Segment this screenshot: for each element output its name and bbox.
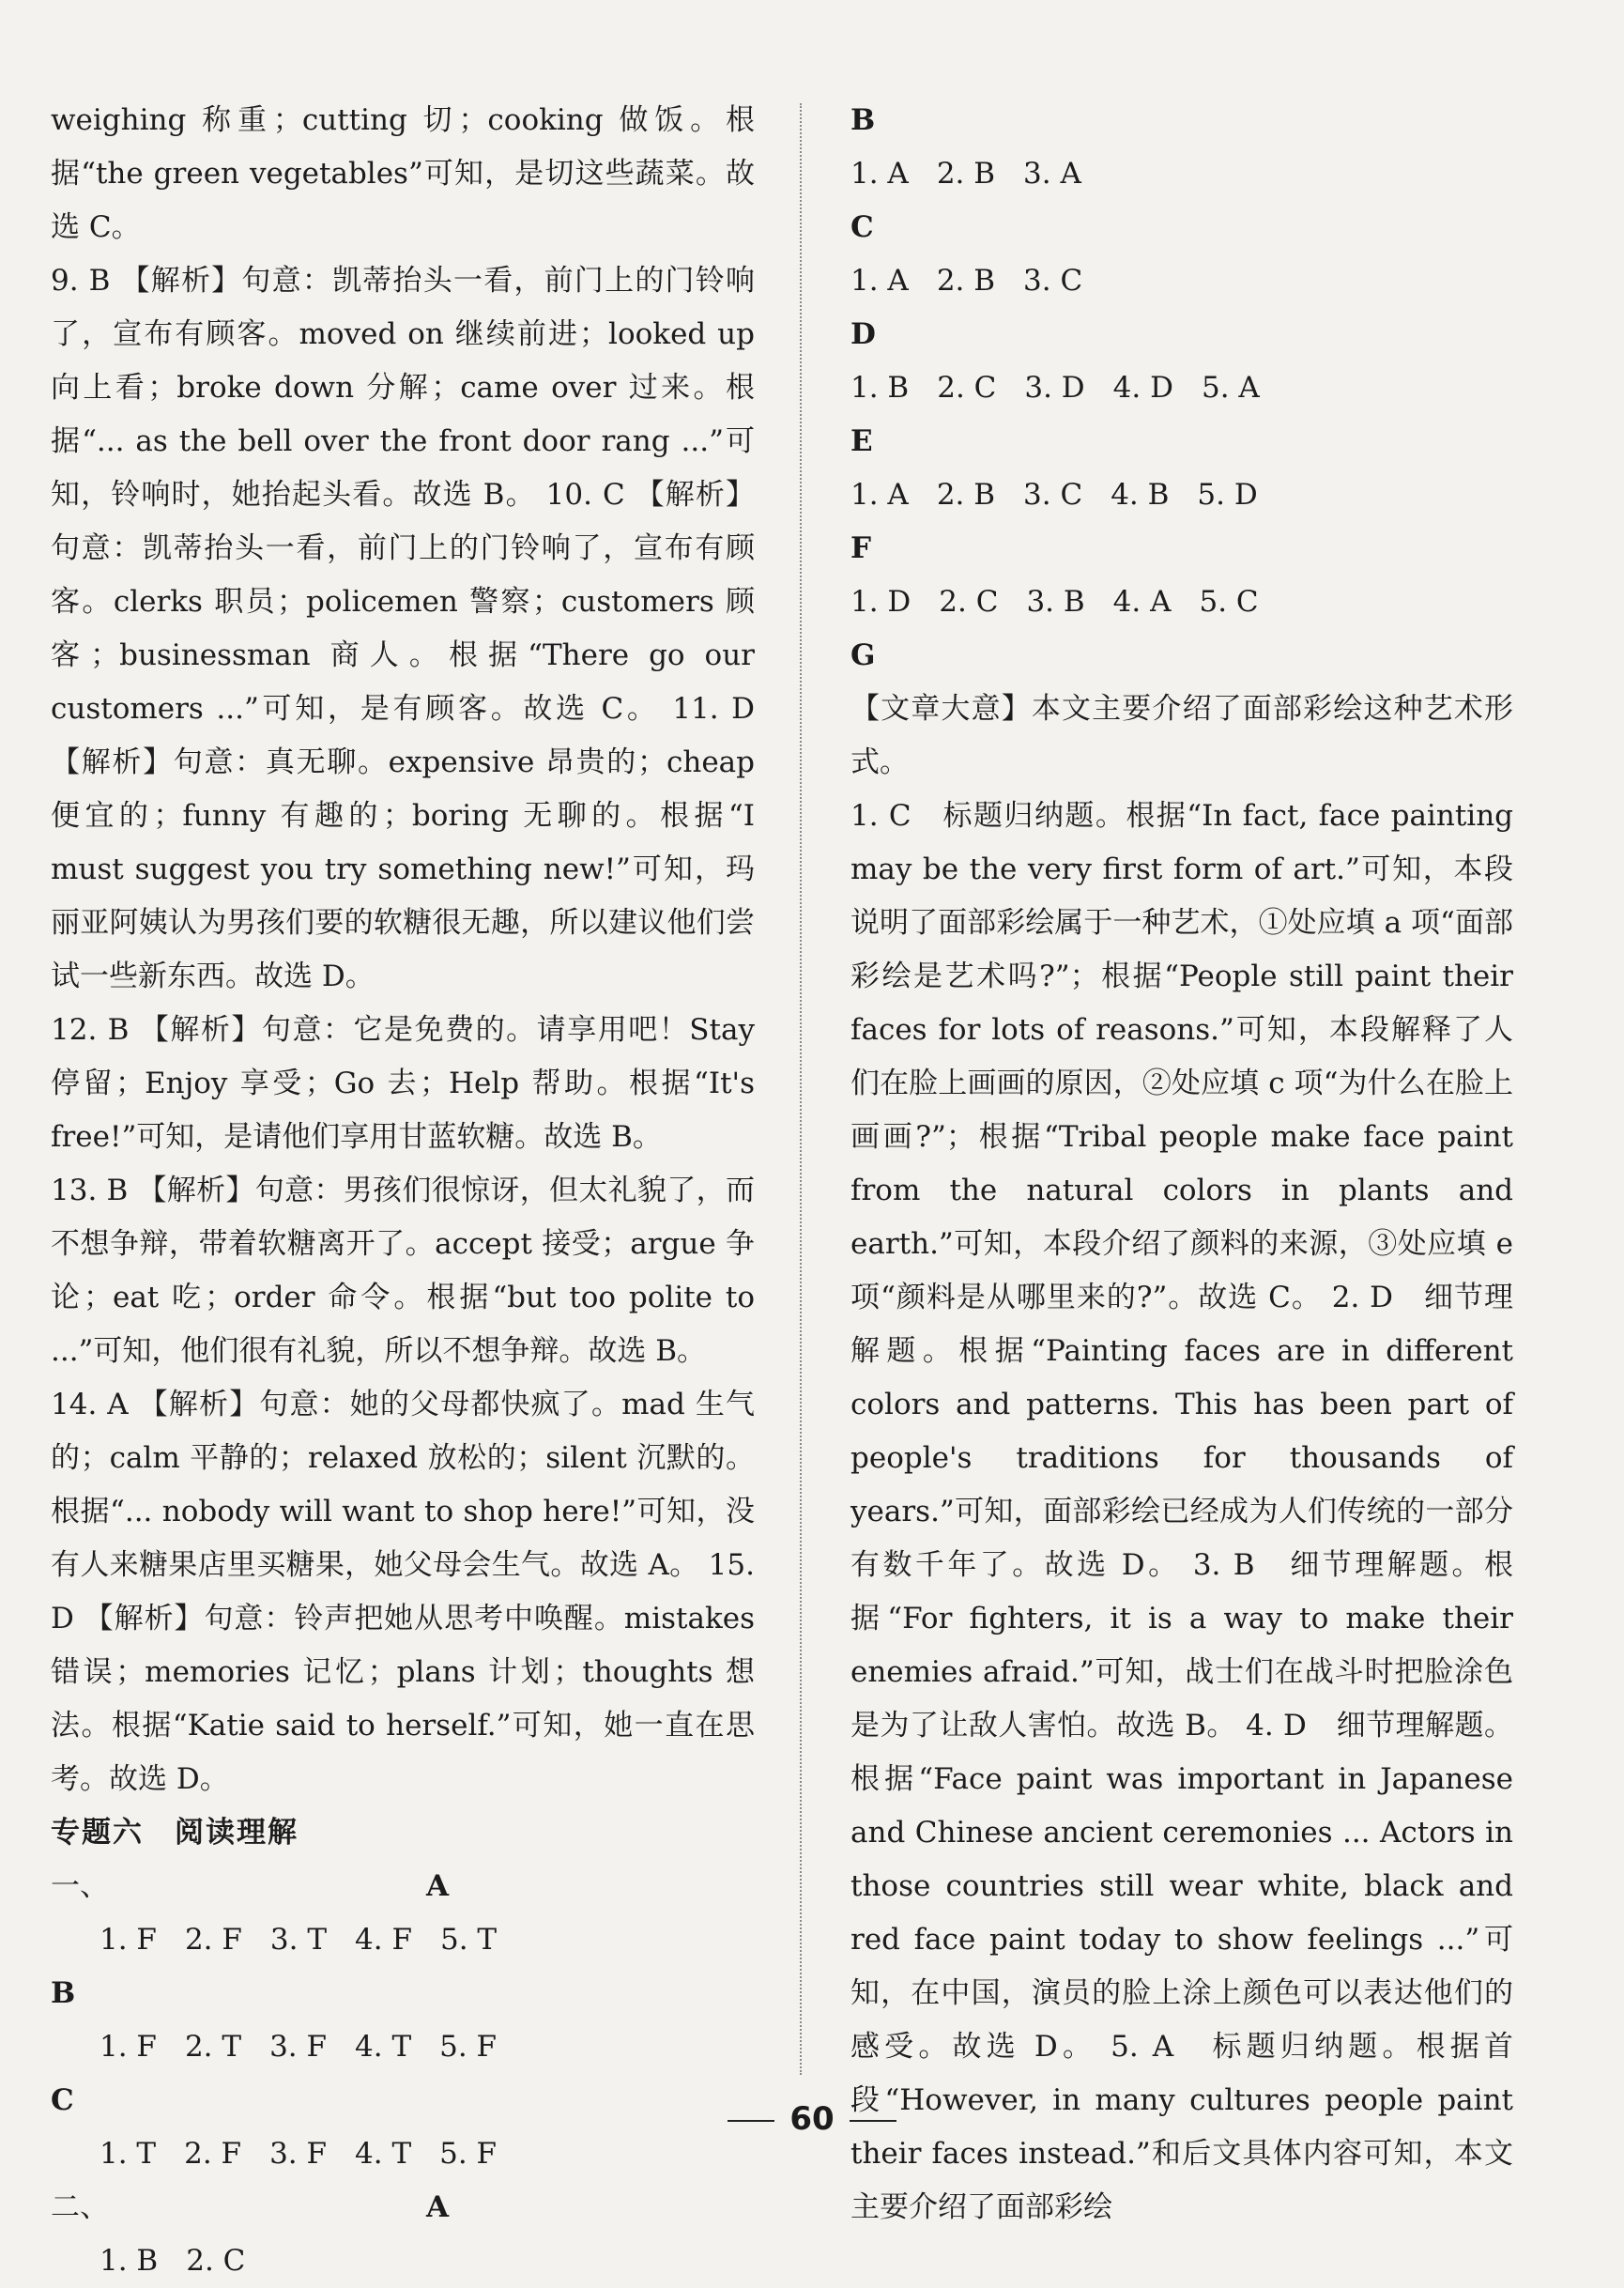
answer-row [51, 2234, 755, 2288]
answer-row [850, 361, 1513, 415]
answer-item: 1. B [850, 371, 910, 405]
answer-item: 5. D [1197, 478, 1258, 512]
part-label: 一、 [51, 1869, 109, 1903]
answer-paragraph: 13. B 【解析】句意：男孩们很惊讶，但太礼貌了，而不想争辩，带着软糖离开了。accept 接受；argue 争论；eat 吃；order 命令。根据“but too polite to ...”可知，他们很有礼貌，所以不想争辩。故选 B。 [51, 1174, 755, 1368]
group-header [51, 2181, 755, 2234]
group-letter: G [850, 638, 876, 672]
answer-item: 2. B [936, 157, 996, 191]
page-footer [0, 2100, 1624, 2138]
answer-item: 3. F [269, 2030, 328, 2064]
answer-row [850, 576, 1513, 629]
answer-item: 2. B [936, 478, 996, 512]
answer-item: 5. F [439, 2137, 498, 2171]
group-letter: B [51, 1976, 76, 2010]
answer-item: 5. F [439, 2030, 498, 2064]
answer-row [51, 1913, 755, 1967]
answer-item: 4. D [1112, 371, 1173, 405]
group-letter: A [426, 2190, 450, 2224]
answer-paragraph: 14. A 【解析】句意：她的父母都快疯了。mad 生气的；calm 平静的；relaxed 放松的；silent 沉默的。根据“... nobody will want to shop here!”可知，没有人来糖果店里买糖果，她父母会生气。故选 A。 15. D 【解析】句意：铃声把她从思考中唤醒。mistakes 错误；memories 记忆；plans 计划；thoughts 想法。根据“Katie said to herself.”可知，她一直在思考。故选 D。 [51, 1388, 755, 1796]
answer-item: 2. F [184, 2137, 242, 2171]
answer-item: 5. T [439, 1923, 498, 1957]
answer-item: 2. F [184, 1923, 242, 1957]
answer-item: 5. C [1199, 585, 1259, 619]
answer-item: 3. D [1024, 371, 1085, 405]
answer-item: 5. A [1201, 371, 1260, 405]
answer-item: 2. B [936, 264, 996, 298]
group-letter: B [850, 103, 876, 137]
footer-dash [850, 2120, 896, 2122]
answer-item: 1. D [850, 585, 912, 619]
answer-item: 3. B [1026, 585, 1085, 619]
answer-item: 3. A [1023, 157, 1081, 191]
answer-paragraph: 9. B 【解析】句意：凯蒂抬头一看，前门上的门铃响了，宣布有顾客。moved on 继续前进；looked up 向上看；broke down 分解；came over 过来。根据“... as the bell over the front door rang ...”可知，铃响时，她抬起头看。故选 B。 10. C 【解析】句意：凯蒂抬头一看，前门上的门铃响了，宣布有顾客。clerks 职员；policemen 警察；customers 顾客；businessman 商人。根据“There go our customers ...”可知，是有顾客。故选 C。 11. D 【解析】句意：真无聊。expensive 昂贵的；cheap 便宜的；funny 有趣的；boring 无聊的。根据“I must suggest you try something new!”可知，玛丽亚阿姨认为男孩们要的软糖很无趣，所以建议他们尝试一些新东西。故选 D。 [51, 264, 755, 993]
answer-row [850, 147, 1513, 201]
group-letter: D [850, 317, 876, 351]
answer-item: 1. F [100, 1923, 157, 1957]
answer-row [850, 468, 1513, 522]
answer-item: 2. T [184, 2030, 242, 2064]
answer-item: 2. C [186, 2244, 246, 2278]
answer-item: 3. C [1023, 264, 1083, 298]
answer-item: 1. A [850, 157, 909, 191]
answer-item: 4. B [1111, 478, 1170, 512]
answer-item: 1. T [100, 2137, 157, 2171]
section-title: 专题六 阅读理解 [51, 1816, 299, 1850]
answer-paragraph: 12. B 【解析】句意：它是免费的。请享用吧！Stay 停留；Enjoy 享受；Go 去；Help 帮助。根据“It's free!”可知，是请他们享用甘蓝软糖。故选 B。 [51, 1013, 755, 1154]
group-header [51, 1860, 755, 1913]
answer-item: 1. F [100, 2030, 157, 2064]
group-letter: C [850, 210, 874, 244]
group-letter: C [51, 2083, 74, 2117]
answer-item: 1. B [100, 2244, 159, 2278]
answer-paragraph: weighing 称重；cutting 切；cooking 做饭。根据“the green vegetables”可知，是切这些蔬菜。故选 C。 [51, 103, 755, 244]
column-divider [800, 103, 802, 2075]
group-letter: E [850, 424, 873, 458]
answer-row [51, 2020, 755, 2074]
part-label: 二、 [51, 2190, 109, 2224]
answer-item: 1. A [850, 478, 909, 512]
answer-row [850, 254, 1513, 308]
answer-item: 3. C [1023, 478, 1083, 512]
left-column [51, 94, 755, 2288]
answer-item: 4. A [1112, 585, 1172, 619]
answer-item: 2. C [937, 371, 997, 405]
answer-item: 2. C [939, 585, 999, 619]
answer-item: 3. F [269, 2137, 328, 2171]
answer-item: 4. T [355, 2137, 412, 2171]
answer-item: 4. T [355, 2030, 412, 2064]
footer-dash [728, 2120, 774, 2122]
page-number: 60 [789, 2100, 835, 2138]
answer-paragraph: 1. C 标题归纳题。根据“In fact, face painting may be the very first form of art.”可知，本段说明了面部彩绘属于一种艺术，①处应填 a 项“面部彩绘是艺术吗?”；根据“People still paint their faces for lots of reasons.”可知，本段解释了人们在脸上画画的原因，②处应填 c 项“为什么在脸上画画?”；根据“Tribal people make face paint from the natural colors in plants and earth.”可知，本段介绍了颜料的来源，③处应填 e 项“颜料是从哪里来的?”。故选 C。 2. D 细节理解题。根据“Painting faces are in different colors and patterns. This has been part of people's traditions for thousands of years.”可知，面部彩绘已经成为人们传统的一部分有数千年了。故选 D。 3. B 细节理解题。根据“For fighters, it is a way to make their enemies afraid.”可知，战士们在战斗时把脸涂色是为了让敌人害怕。故选 B。 4. D 细节理解题。根据“Face paint was important in Japanese and Chinese ancient ceremonies ... Actors in those countries still wear white, black and red face paint today to show feelings ...”可知，在中国，演员的脸上涂上颜色可以表达他们的感受。故选 D。 5. A 标题归纳题。根据首段“However, in many cultures people paint their faces instead.”和后文具体内容可知，本文主要介绍了面部彩绘 [850, 799, 1513, 2224]
answer-item: 3. T [269, 1923, 328, 1957]
answer-item: 4. F [355, 1923, 412, 1957]
group-letter: F [850, 531, 872, 565]
answer-item: 1. A [850, 264, 909, 298]
group-letter: A [426, 1869, 450, 1903]
right-column [850, 94, 1513, 2234]
summary-paragraph: 【文章大意】本文主要介绍了面部彩绘这种艺术形式。 [850, 692, 1513, 779]
